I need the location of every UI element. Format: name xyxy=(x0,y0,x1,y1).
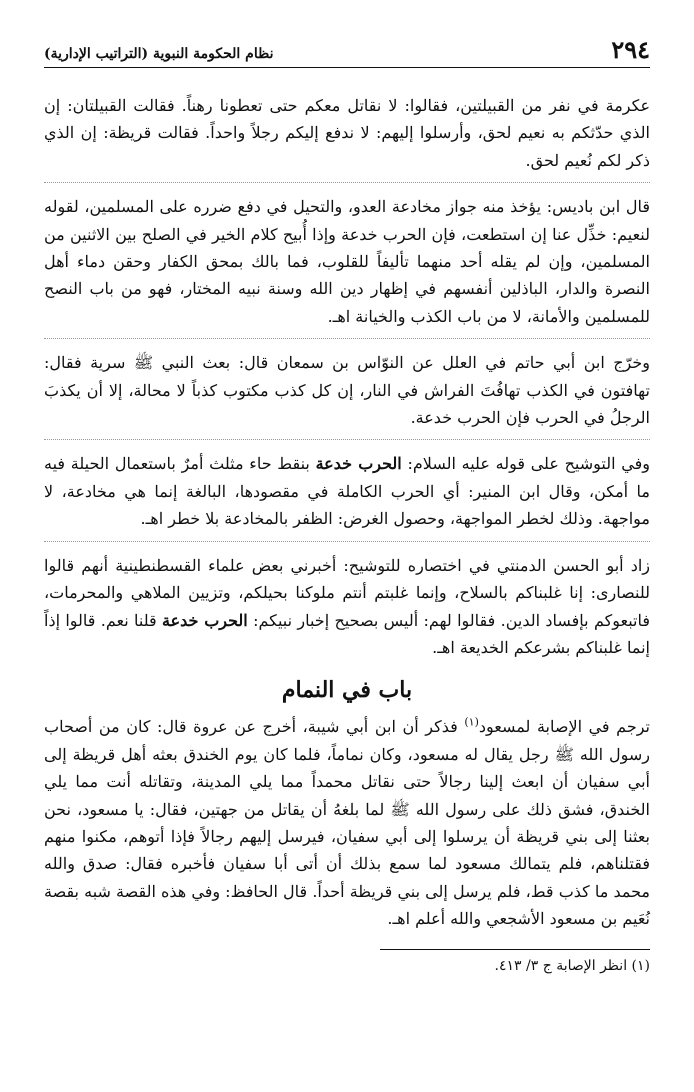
paragraph-text: فذكر أن ابن أبي شيبة، أخرج عن عروة قال: كان من أصحاب رسول الله ﷺ رجل يقال له مسعود، وكان نماماً، فلما كان يوم الخندق بعثه أهل قريظة إلى أبي سفيان أن ابعث إلينا رجالاً حتى نقاتل محمداً مما يلي المدينة، وتقاتله أنت مما يلي الخندق، فشق ذلك على رسول الله ﷺ لما بلغهُ أن يقاتل من جهتين، فقال: يا مسعود، نحن بعثنا إلى بني قريظة أن يرسلوا إلى أبي سفيان، فيرسل إليهم رجالاً فإذا أتوهم، مكنوا منهم فقتلناهم، فلم يتمالك مسعود لما سمع بذلك أن أتى أبا سفيان فأخبره فقال: صدق والله محمد ما كذب قط، فلم يرسل إلى بني قريظة أحداً. قال الحافظ: وفي هذه القصة شبه بقصة نُعَيم بن مسعود الأشجعي والله أعلم اهـ. xyxy=(44,717,650,929)
paragraph xyxy=(44,552,650,662)
paragraph-text: ترجم في الإصابة لمسعود xyxy=(478,717,650,737)
running-title: نظام الحكومة النبوية (التراتيب الإدارية) xyxy=(44,46,274,62)
section-heading: باب في النمام xyxy=(281,677,413,704)
paragraph: قال ابن باديس: يؤخذ منه جواز مخادعة العدو، والتحيل في دفع ضرره على المسلمين، لقوله لنعيم: خذِّل عنا إن استطعت، فإن الحرب خدعة وإذا أُبيح كلام الخير في الصلح بين الاثنين من المسلمين، وإن لم يقله أحد منهما تأليفاً للقلوب، فما بالك بمحق الكفار وحقن دماء أهل النصرة والدار، الباذلين أنفسهم في إظهار دين الله وسنة نبيه المختار، فهو من باب النصح للمسلمين والأمانة، لا من باب الكذب والخيانة اهـ. xyxy=(44,197,650,326)
paragraph-text: بنقط حاء مثلث أمرٌ باستعمال الحيلة فيه ما أمكن، وقال ابن المنير: أي الحرب الكاملة في مقصودها، البالغة إنما هي مخادعة، لا مواجهة. وذلك لخطر المواجهة، وحصول الغرض: الظفر بالمخادعة بلا خطر اهـ. xyxy=(44,454,651,529)
hadith-quote: الحرب خدعة xyxy=(161,610,248,630)
hadith-quote: الحرب خدعة xyxy=(315,454,402,474)
page-header xyxy=(44,35,650,68)
paragraph-text: زاد أبو الحسن الدمنتي في اختصاره للتوشيح: أخبرني بعض علماء القسطنطينية أنهم قالوا للنصارى: إنا غلبناكم بالسلاح، وإنما غلبتم أنتم ملوكنا بحيلكم، وتزيين الملاهي والمحرمات، فاتبعوكم بإفساد الدين. فقالوا لهم: أليس بصحيح إخبار نبيكم: xyxy=(44,555,650,630)
paragraph-text: وفي التوشيح على قوله عليه السلام: xyxy=(401,454,651,474)
paragraph-text: قلنا نعم. قالوا إذاً إنما غلبناكم بشرعكم الخديعة اهـ. xyxy=(44,610,650,657)
footnote-separator xyxy=(380,949,650,950)
paragraph xyxy=(44,450,650,532)
footnote-reference[interactable]: (١) xyxy=(464,715,479,729)
paragraph-divider xyxy=(44,338,650,339)
footnote: (١) انظر الإصابة ج ٣/ ٤١٣. xyxy=(494,957,650,974)
paragraph: وخرّج ابن أبي حاتم في العلل عن النوّاس بن سمعان قال: بعث النبي ﷺ سرية فقال: تهافتون في الكذب تهافُتَ الفراش في النار، إن كل كذب مكتوب كذباً لا محالة، إلا أن يكذبَ الرجلُ في الحرب فإن الحرب خدعة. xyxy=(44,353,651,428)
paragraph-divider xyxy=(44,439,650,440)
paragraph-divider xyxy=(44,182,650,183)
paragraph xyxy=(44,713,650,932)
paragraph-divider xyxy=(44,541,650,542)
paragraph: عكرمة في نفر من القبيلتين، فقالوا: لا نقاتل معكم حتى تعطونا رهناً. فقالت القبيلتان: إن الذي حدّثكم به نعيم لحق، وأرسلوا إليهم: لا ندفع إليكم رجلاً واحداً. فقالت قريظة: إن الذي ذكر لكم نُعيم لحق. xyxy=(44,96,650,170)
page-number: ٢٩٤ xyxy=(611,35,650,64)
